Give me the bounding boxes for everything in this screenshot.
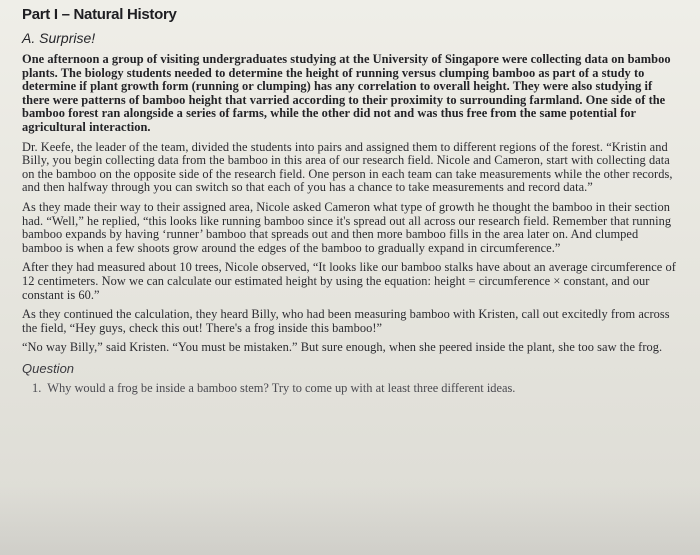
paragraph-kristen-reply: “No way Billy,” said Kristen. “You must be mistaken.” But sure enough, when she peered inside the plant, she too saw the frog. — [22, 340, 663, 355]
question-text: Why would a frog be inside a bamboo stem? Try to come up with at least three different ideas. — [47, 380, 516, 395]
question-item — [32, 381, 680, 395]
paragraph-calculation: After they had measured about 10 trees, Nicole observed, “It looks like our bamboo stalks have about an average circumference of 12 centimeters. Now we can calculate our estimated height by using the equation: height = circumference × constant, and our constant is 60.” — [22, 260, 676, 302]
photo-shadow — [0, 485, 700, 555]
paragraph-intro: One afternoon a group of visiting undergraduates studying at the University of Singapore were collecting data on bamboo plants. The biology students needed to determine the height of running versus clumping bamboo as part of a study to determine if plant growth form (running or clumping) has any correlation to overall height. They were also studying if there were patterns of bamboo height that varried according to their proximity to surrounding farmland. One side of the bamboo forest ran alongside a series of farms, while the other did not and was thus free from the same potential for agricultural interaction. — [22, 52, 671, 134]
part-title: Part I – Natural History — [22, 6, 177, 23]
section-title: A. Surprise! — [22, 30, 96, 46]
paragraph-growth-type: As they made their way to their assigned area, Nicole asked Cameron what type of growth he thought the bamboo in their section had. “Well,” he replied, “this looks like running bamboo since it's spread out all across our research field. Remember that running bamboo expands by having ‘runner’ bamboo that spreads out and then more bamboo fills in the area later on. And clumped bamboo is when a few shoots grow around the edges of the bamboo to gradually expand in circumference.” — [22, 199, 672, 255]
paragraph-dr-keefe: Dr. Keefe, the leader of the team, divided the students into pairs and assigned them to different regions of the forest. “Kristin and Billy, you begin collecting data from the bamboo in this area of our research field. Nicole and Cameron, start with collecting data on the bamboo on the opposite side of the research field. One person in each team can take measurements while the other records, and then halfway through you can switch so that each of you has a chance to take measurements and record data.” — [22, 139, 673, 195]
question-number: 1. — [32, 380, 42, 395]
paragraph-frog-discovery: As they continued the calculation, they heard Billy, who had been measuring bamboo with Kristen, call out excitedly from across the field, “Hey guys, check this out! There's a frog inside this bamboo!” — [22, 307, 670, 335]
question-heading: Question — [22, 360, 75, 376]
